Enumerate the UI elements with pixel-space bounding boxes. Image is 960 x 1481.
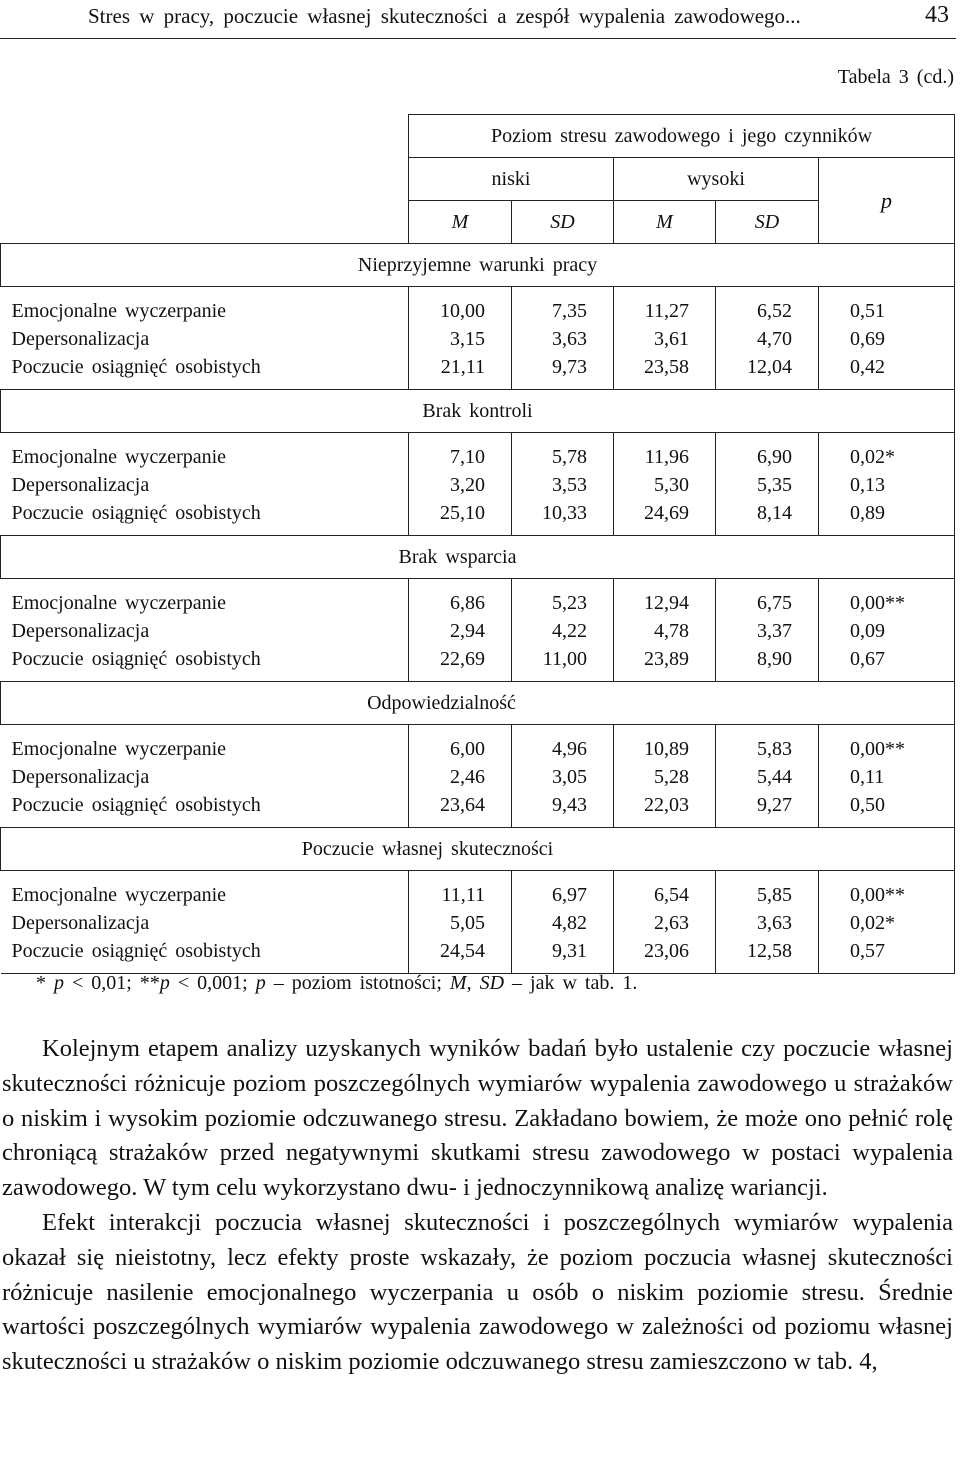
- cell-p: 0,57: [819, 937, 955, 974]
- header-row-1: [1, 115, 955, 158]
- cell-m-low: 3,15: [409, 325, 512, 353]
- cell-m-high: 23,06: [614, 937, 716, 974]
- cell-sd-low: 6,97: [512, 871, 614, 910]
- cell-m-low: 2,94: [409, 617, 512, 645]
- cell-sd-low: 9,43: [512, 791, 614, 828]
- cell-sd-high: 5,35: [716, 471, 819, 499]
- cell-p: 0,09: [819, 617, 955, 645]
- cell-m-high: 11,96: [614, 433, 716, 472]
- cell-sd-low: 4,82: [512, 909, 614, 937]
- table-row: [1, 579, 955, 618]
- row-label: Emocjonalne wyczerpanie: [11, 445, 227, 468]
- table-row: [1, 499, 955, 536]
- cell-m-low: 23,64: [409, 791, 512, 828]
- header-sd-high: SD: [716, 201, 819, 244]
- section-title: Nieprzyjemne warunki pracy: [357, 253, 598, 276]
- cell-sd-low: 10,33: [512, 499, 614, 536]
- cell-p: 0,67: [819, 645, 955, 682]
- cell-sd-high: 4,70: [716, 325, 819, 353]
- header-m-low: M: [409, 201, 512, 244]
- cell-sd-high: 8,90: [716, 645, 819, 682]
- cell-m-low: 11,11: [409, 871, 512, 910]
- row-label: Poczucie osiągnięć osobistych: [1, 499, 409, 536]
- header-stress-level: Poziom stresu zawodowego i jego czynników: [409, 115, 955, 158]
- cell-p: 0,02*: [819, 909, 955, 937]
- section-header: [1, 536, 955, 579]
- section-header: [1, 244, 955, 287]
- row-label: Depersonalizacja: [11, 911, 150, 934]
- cell-m-low: 6,86: [409, 579, 512, 618]
- section-title: Brak kontroli: [422, 399, 533, 422]
- table-caption: Tabela 3 (cd.): [837, 66, 954, 88]
- cell-sd-low: 3,63: [512, 325, 614, 353]
- cell-sd-high: 5,44: [716, 763, 819, 791]
- running-head-title: Stres w pracy, poczucie własnej skuteczności a zespół wypalenia zawodowego...: [88, 4, 801, 28]
- section-header: [1, 682, 955, 725]
- cell-sd-high: 5,83: [716, 725, 819, 764]
- table-row: [1, 871, 955, 910]
- cell-sd-low: 7,35: [512, 287, 614, 326]
- cell-sd-high: 5,85: [716, 871, 819, 910]
- cell-sd-high: 6,52: [716, 287, 819, 326]
- row-label: Poczucie osiągnięć osobistych: [1, 645, 409, 682]
- cell-m-low: 25,10: [409, 499, 512, 536]
- cell-sd-high: 3,37: [716, 617, 819, 645]
- table-row: [1, 433, 955, 472]
- cell-sd-high: 8,14: [716, 499, 819, 536]
- cell-sd-high: 6,90: [716, 433, 819, 472]
- cell-sd-low: 9,31: [512, 937, 614, 974]
- table-row: [1, 353, 955, 390]
- page-number: 43: [925, 2, 949, 28]
- cell-p: 0,51: [819, 287, 955, 326]
- cell-sd-low: 3,05: [512, 763, 614, 791]
- cell-m-low: 22,69: [409, 645, 512, 682]
- header-rule: [0, 38, 956, 39]
- table-row: [1, 645, 955, 682]
- header-sd-low: SD: [512, 201, 614, 244]
- section-title: Odpowiedzialność: [367, 691, 516, 714]
- paragraph: Efekt interakcji poczucia własnej skuteczności i poszczególnych wymiarów wypalenia okazał się nieistotny, lecz efekty proste wskazały, że poziom poczucia własnej skuteczności różnicuje nasilenie emocjonalnego wyczerpania u osób o niskim poziomie stresu. Średnie wartości poszczególnych wymiarów wypalenia zawodowego w zależności od poziomu własnej skuteczności u strażaków o niskim poziomie odczuwanego stresu zamieszczono w tab. 4,: [2, 1208, 953, 1376]
- cell-sd-high: 3,63: [716, 909, 819, 937]
- section-header: [1, 828, 955, 871]
- cell-m-high: 2,63: [614, 909, 716, 937]
- cell-m-high: 5,28: [614, 763, 716, 791]
- cell-m-high: 4,78: [614, 617, 716, 645]
- cell-p: 0,11: [819, 763, 955, 791]
- body-text: [2, 1032, 953, 1380]
- cell-sd-high: 9,27: [716, 791, 819, 828]
- section-title: Brak wsparcia: [398, 545, 517, 568]
- cell-sd-high: 12,04: [716, 353, 819, 390]
- section-header: [1, 390, 955, 433]
- cell-sd-high: 12,58: [716, 937, 819, 974]
- cell-m-low: 5,05: [409, 909, 512, 937]
- header-row-3: [1, 201, 955, 244]
- row-label: Poczucie osiągnięć osobistych: [1, 353, 409, 390]
- row-label: Emocjonalne wyczerpanie: [11, 737, 227, 760]
- table-row: [1, 909, 955, 937]
- table-row: [1, 937, 955, 974]
- cell-sd-low: 11,00: [512, 645, 614, 682]
- row-label: Emocjonalne wyczerpanie: [11, 591, 227, 614]
- header-low: niski: [409, 158, 614, 201]
- cell-m-low: 6,00: [409, 725, 512, 764]
- table-row: [1, 725, 955, 764]
- cell-m-high: 24,69: [614, 499, 716, 536]
- row-label: Depersonalizacja: [11, 765, 150, 788]
- cell-m-low: 3,20: [409, 471, 512, 499]
- cell-p: 0,00**: [819, 871, 955, 910]
- table-row: [1, 325, 955, 353]
- paragraph: Kolejnym etapem analizy uzyskanych wyników badań było ustalenie czy poczucie własnej skuteczności różnicuje poziom poszczególnych wymiarów wypalenia zawodowego u strażaków o niskim i wysokim poziomie odczuwanego stresu. Zakładano bowiem, że może ono pełnić rolę chroniącą strażaków przed negatywnymi skutkami stresu zawodowego w postaci wypalenia zawodowego. W tym celu wykorzystano dwu- i jednoczynnikową analizę wariancji.: [2, 1035, 953, 1202]
- cell-sd-low: 9,73: [512, 353, 614, 390]
- cell-m-high: 6,54: [614, 871, 716, 910]
- cell-m-low: 21,11: [409, 353, 512, 390]
- header-high: wysoki: [614, 158, 819, 201]
- header-p: p: [819, 158, 955, 244]
- table-row: [1, 471, 955, 499]
- cell-m-high: 11,27: [614, 287, 716, 326]
- cell-sd-low: 4,96: [512, 725, 614, 764]
- cell-p: 0,00**: [819, 579, 955, 618]
- header-blank: [1, 115, 409, 158]
- cell-m-low: 7,10: [409, 433, 512, 472]
- cell-sd-low: 4,22: [512, 617, 614, 645]
- table-row: [1, 617, 955, 645]
- cell-p: 0,89: [819, 499, 955, 536]
- header-m-high: M: [614, 201, 716, 244]
- row-label: Depersonalizacja: [11, 327, 150, 350]
- cell-m-high: 10,89: [614, 725, 716, 764]
- cell-m-low: 24,54: [409, 937, 512, 974]
- table-row: [1, 791, 955, 828]
- results-table: [0, 114, 955, 974]
- table-row: [1, 763, 955, 791]
- row-label: Depersonalizacja: [11, 473, 150, 496]
- header-row-2: [1, 158, 955, 201]
- cell-m-low: 10,00: [409, 287, 512, 326]
- running-head: [0, 2, 955, 36]
- cell-p: 0,69: [819, 325, 955, 353]
- cell-p: 0,02*: [819, 433, 955, 472]
- cell-p: 0,50: [819, 791, 955, 828]
- row-label: Poczucie osiągnięć osobistych: [1, 937, 409, 974]
- cell-m-low: 2,46: [409, 763, 512, 791]
- cell-sd-low: 3,53: [512, 471, 614, 499]
- cell-m-high: 22,03: [614, 791, 716, 828]
- cell-sd-high: 6,75: [716, 579, 819, 618]
- row-label: Emocjonalne wyczerpanie: [11, 883, 227, 906]
- section-title: Poczucie własnej skuteczności: [301, 837, 554, 860]
- cell-m-high: 23,58: [614, 353, 716, 390]
- cell-m-high: 3,61: [614, 325, 716, 353]
- cell-p: 0,00**: [819, 725, 955, 764]
- table-footnote: * p < 0,01; **p < 0,001; p – poziom istotności; M, SD – jak w tab. 1.: [36, 972, 638, 994]
- cell-m-high: 12,94: [614, 579, 716, 618]
- cell-p: 0,42: [819, 353, 955, 390]
- row-label: Emocjonalne wyczerpanie: [11, 299, 227, 322]
- cell-m-high: 5,30: [614, 471, 716, 499]
- cell-sd-low: 5,78: [512, 433, 614, 472]
- cell-p: 0,13: [819, 471, 955, 499]
- table-row: [1, 287, 955, 326]
- cell-m-high: 23,89: [614, 645, 716, 682]
- row-label: Depersonalizacja: [11, 619, 150, 642]
- row-label: Poczucie osiągnięć osobistych: [1, 791, 409, 828]
- cell-sd-low: 5,23: [512, 579, 614, 618]
